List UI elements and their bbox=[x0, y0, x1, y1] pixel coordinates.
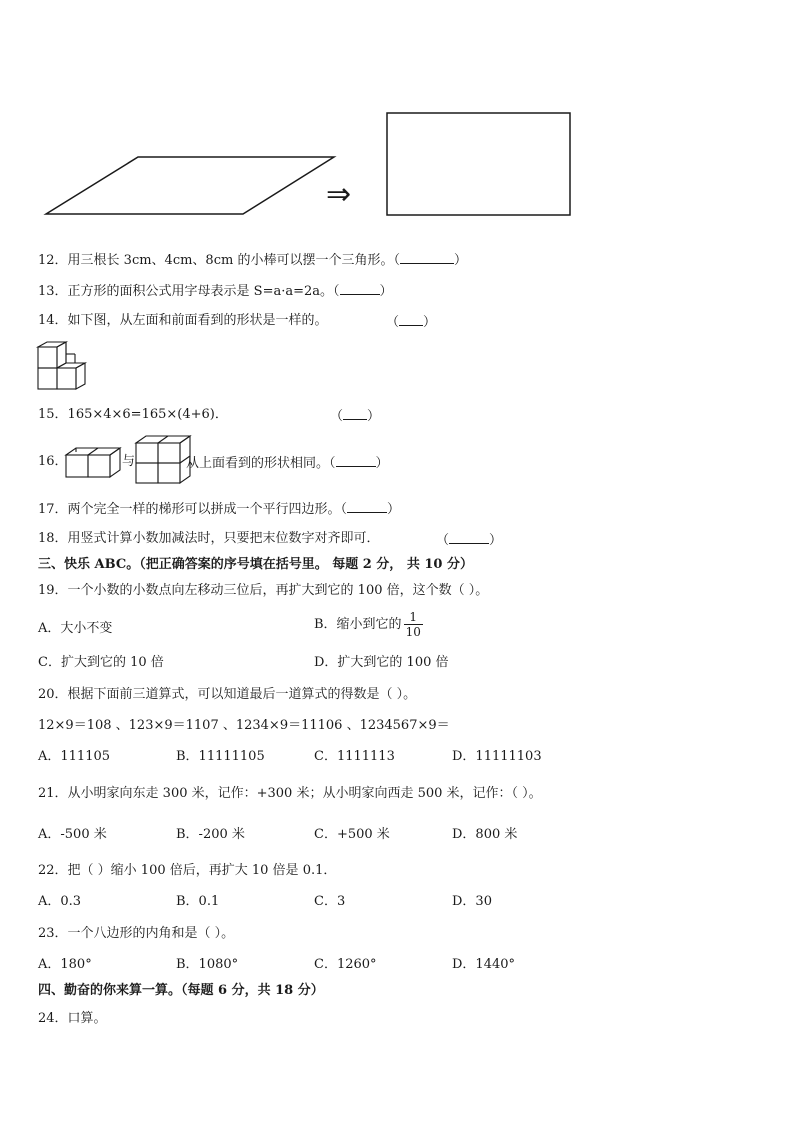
section-3-heading: 三、快乐 ABC。（把正确答案的序号填在括号里。 每题 2 分， 共 10 分） bbox=[38, 557, 473, 572]
double-arrow-icon: ⇒ bbox=[326, 177, 352, 212]
question-15-text: 15．165×4×6=165×(4+6)． bbox=[38, 407, 228, 422]
option-21-a[interactable]: A．-500 米 bbox=[38, 827, 107, 842]
question-19-stem: 19．一个小数的小数点向左移动三位后，再扩大到它的 100 倍，这个数（ ）。 bbox=[38, 583, 489, 598]
option-21-c[interactable]: C．+500 米 bbox=[314, 827, 390, 842]
question-17-text: 17．两个完全一样的梯形可以拼成一个平行四边形。（ bbox=[38, 502, 348, 517]
section-4-heading: 四、勤奋的你来算一算。（每题 6 分，共 18 分） bbox=[38, 983, 324, 998]
question-15-bracket: （ ） bbox=[330, 409, 381, 424]
question-18-text: 18．用竖式计算小数加减法时，只要把末位数字对齐即可． bbox=[38, 531, 380, 546]
answer-blank-18[interactable] bbox=[449, 531, 489, 544]
option-20-d[interactable]: D．11111103 bbox=[452, 749, 542, 764]
fraction-one-tenth: $\frac{1}{10}$ bbox=[405, 610, 421, 639]
option-21-b[interactable]: B．-200 米 bbox=[176, 827, 245, 842]
question-20-stem: 20．根据下面前三道算式，可以知道最后一道算式的得数是（ ）。 bbox=[38, 687, 417, 702]
option-19-c[interactable]: C．扩大到它的 10 倍 bbox=[38, 655, 164, 670]
question-21-stem: 21．从小明家向东走 300 米，记作：+300 米；从小明家向西走 500 米，记作：（ ）。 bbox=[38, 786, 542, 801]
option-22-a[interactable]: A．0.3 bbox=[38, 894, 82, 909]
answer-blank-16[interactable] bbox=[336, 454, 376, 467]
question-17: 17．两个完全一样的梯形可以拼成一个平行四边形。（ ） bbox=[38, 502, 401, 517]
option-22-b[interactable]: B．0.1 bbox=[176, 894, 220, 909]
option-20-b[interactable]: B．11111105 bbox=[176, 749, 265, 764]
option-19-a[interactable]: A．大小不变 bbox=[38, 621, 113, 636]
option-19-b[interactable]: B．缩小到它的 $\frac{1}{10}$ bbox=[314, 610, 421, 639]
question-16-mid: 与 bbox=[122, 454, 136, 469]
question-16-text: 从上面看到的形状相同。（ bbox=[186, 456, 336, 471]
option-21-d[interactable]: D．800 米 bbox=[452, 827, 518, 842]
question-14-bracket: （ ） bbox=[386, 315, 437, 330]
option-23-a[interactable]: A．180° bbox=[38, 957, 92, 972]
question-20-expression: 12×9＝108 、123×9＝1107 、1234×9＝11106 、1234567×9＝ bbox=[38, 718, 450, 733]
option-20-c[interactable]: C．1111113 bbox=[314, 749, 395, 764]
q16-shapes-figure bbox=[0, 0, 794, 500]
question-22-stem: 22．把（ ）缩小 100 倍后，再扩大 10 倍是 0.1． bbox=[38, 863, 337, 878]
option-22-d[interactable]: D．30 bbox=[452, 894, 492, 909]
question-12: 12．用三根长 3cm、4cm、8cm 的小棒可以摆一个三角形。（ ） bbox=[38, 253, 467, 268]
question-23-stem: 23．一个八边形的内角和是（ ）。 bbox=[38, 926, 235, 941]
question-13: 13．正方形的面积公式用字母表示是 S=a·a=2a。（ ） bbox=[38, 284, 393, 299]
option-22-c[interactable]: C．3 bbox=[314, 894, 346, 909]
option-23-d[interactable]: D．1440° bbox=[452, 957, 516, 972]
question-18 bbox=[38, 531, 380, 547]
question-24: 24．口算。 bbox=[38, 1011, 107, 1026]
option-23-c[interactable]: C．1260° bbox=[314, 957, 377, 972]
question-13-text: 13．正方形的面积公式用字母表示是 S=a·a=2a。（ bbox=[38, 284, 340, 299]
question-12-text: 12．用三根长 3cm、4cm、8cm 的小棒可以摆一个三角形。（ bbox=[38, 253, 400, 268]
question-14-text: 14．如下图，从左面和前面看到的形状是一样的。 bbox=[38, 313, 328, 328]
question-16-number: 16． bbox=[38, 454, 68, 469]
question-16: 从上面看到的形状相同。（ ） bbox=[186, 456, 389, 471]
question-18-bracket: （ ） bbox=[436, 533, 503, 548]
option-19-d[interactable]: D．扩大到它的 100 倍 bbox=[314, 655, 449, 670]
answer-blank-17[interactable] bbox=[347, 500, 387, 513]
option-20-a[interactable]: A．111105 bbox=[38, 749, 111, 764]
option-23-b[interactable]: B．1080° bbox=[176, 957, 239, 972]
